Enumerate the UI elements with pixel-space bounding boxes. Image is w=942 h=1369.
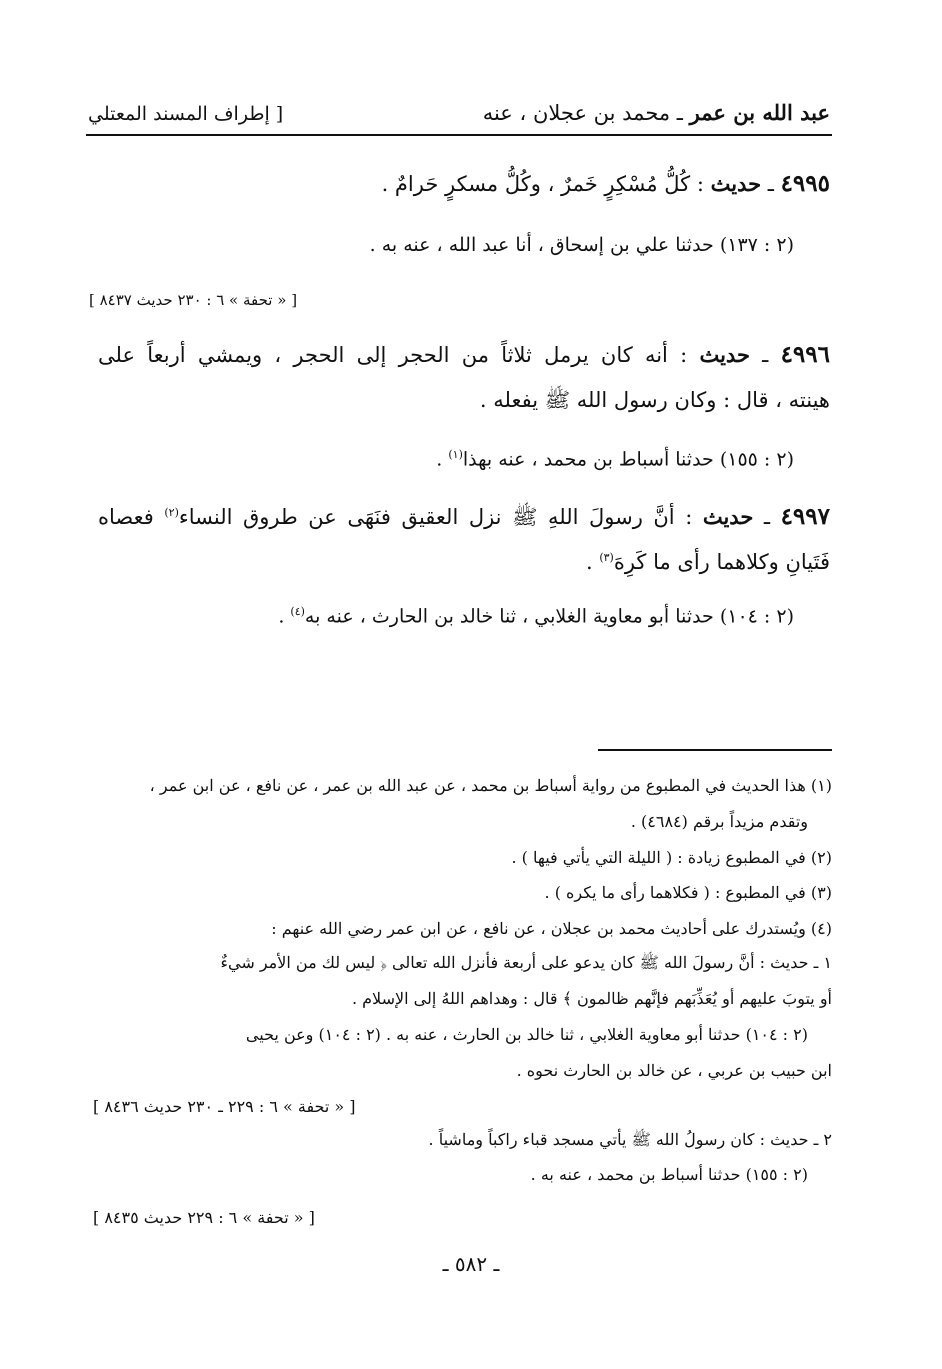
footnote-1-line-2: وتقدم مزيداً برقم (٤٦٨٤) . <box>630 812 808 831</box>
isnad-end: . <box>436 448 449 471</box>
footnote-marker[interactable]: (٣) <box>599 551 614 564</box>
hadith-4996-line-1: ٤٩٩٦ ـ حديث : أنه كان يرمل ثلاثاً من الحجر إلى الحجر ، ويمشي أربعاً على <box>98 341 830 368</box>
hadith-4997-line-2 <box>586 550 830 575</box>
running-header-left: [ إطراف المسند المعتلي <box>88 103 284 125</box>
hadith-4997-line-1: ٤٩٩٧ ـ حديث : أنَّ رسولَ اللهِ ﷺ نزل العقيق فنَهَى عن طروق النساء$^{(٢)}$ فعصاه <box>98 503 830 530</box>
header-rule <box>86 134 832 136</box>
hadith-4995-text: ٤٩٩٥ ـ حديث : كُلُّ مُسْكِرٍ خَمرٌ ، وكُلُّ مسكرٍ حَرامٌ . <box>381 170 830 197</box>
page-number: ـ ٥٨٢ ـ <box>442 1252 500 1276</box>
hadith-keyword: حديث <box>699 342 750 367</box>
running-header-right <box>483 100 830 125</box>
footnote-2: (٢) في المطبوع زيادة : ( الليلة التي يأتي فيها ) . <box>511 848 832 867</box>
header-narrator-chain: ـ محمد بن عجلان ، عنه <box>482 101 690 125</box>
hadith-keyword: حديث <box>710 171 762 196</box>
footnote-1-line-1: (١) هذا الحديث في المطبوع من رواية أسباط بن محمد ، عن عبد الله بن عمر ، عن نافع ، عن ابن عمر ، <box>149 776 832 795</box>
footnote-4-item-1-line-4: ابن حبيب بن عربي ، عن خالد بن الحارث نحوه . <box>516 1061 832 1080</box>
hadith-4996-isnad <box>436 448 794 471</box>
hadith-matn-cont: فعصاه <box>98 505 165 529</box>
isnad-text: (٢ : ١٠٤) حدثنا أبو معاوية الغلابي ، ثنا خالد بن الحارث ، عنه به <box>304 605 794 628</box>
matn-end: . <box>585 550 600 574</box>
hadith-number: ٤٩٩٧ <box>780 503 830 530</box>
footnote-4-item-1-line-2: أو يتوبَ عليهم أو يُعَذِّبَهم فإنَّهم ظالمون ﴾ قال : وهداهم اللهُ إلى الإسلام . <box>351 989 832 1008</box>
isnad-end: . <box>278 605 291 628</box>
footnote-4-item-1-line-3: (٢ : ١٠٤) حدثنا أبو معاوية الغلابي ، ثنا خالد بن الحارث ، عنه به . (٢ : ١٠٤) وعن يحيى <box>245 1025 808 1044</box>
footnote-marker[interactable]: (٤) <box>290 605 305 618</box>
footnote-4-item-2-line-2: (٢ : ١٥٥) حدثنا أسباط بن محمد ، عنه به . <box>530 1165 808 1184</box>
hadith-matn: : أنه كان يرمل ثلاثاً من الحجر إلى الحجر ، ويمشي أربعاً على <box>98 343 700 367</box>
hadith-4996-line-2: هينته ، قال : وكان رسول الله ﷺ يفعله . <box>479 388 830 412</box>
footnote-marker[interactable]: (١) <box>448 448 463 461</box>
tuhfa-ref-text: [ « تحفة » ٦ : ٢٣٠ حديث ٨٤٣٧ ] <box>89 291 298 309</box>
hadith-matn: : كُلُّ مُسْكِرٍ خَمرٌ ، وكُلُّ مسكرٍ حَرامٌ . <box>381 172 711 196</box>
footnote-4-item-1-line-1: ١ ـ حديث : أنَّ رسولَ الله ﷺ كان يدعو على أربعة فأنزل الله تعالى ﴿ ليس لك من الأمر شيءٌ <box>220 953 832 972</box>
footnote-4-item-2-line-1: ٢ ـ حديث : كان رسولُ الله ﷺ يأتي مسجد قباء راكباً وماشياً . <box>428 1130 832 1149</box>
hadith-number: ٤٩٩٦ <box>780 341 830 368</box>
hadith-matn: فَتَيانِ وكلاهما رأى ما كَرِهَ <box>613 550 830 574</box>
hadith-4995-isnad: (٢ : ١٣٧) حدثنا علي بن إسحاق ، أنا عبد الله ، عنه به . <box>369 234 794 256</box>
isnad-text: (٢ : ١٥٥) حدثنا أسباط بن محمد ، عنه بهذا <box>462 448 794 471</box>
hadith-matn: : أنَّ رسولَ اللهِ ﷺ نزل العقيق فنَهَى عن طروق النساء <box>178 505 703 529</box>
footnote-4-item-1-tuhfa-ref: [ « تحفة » ٦ : ٢٢٩ ـ ٢٣٠ حديث ٨٤٣٦ ] <box>93 1097 356 1116</box>
footnote-marker[interactable]: (٢) <box>164 506 179 519</box>
footnote-separator <box>598 749 832 751</box>
hadith-number: ٤٩٩٥ <box>780 170 830 197</box>
footnote-3: (٣) في المطبوع : ( فكلاهما رأى ما يكره ) . <box>544 883 832 902</box>
hadith-4997-isnad <box>278 605 794 628</box>
hadith-keyword: حديث <box>702 504 754 529</box>
hadith-4995-tuhfa-ref <box>89 291 297 309</box>
footnote-4-item-2-tuhfa-ref: [ « تحفة » ٦ : ٢٢٩ حديث ٨٤٣٥ ] <box>93 1208 315 1227</box>
header-author: عبد الله بن عمر <box>689 100 830 125</box>
footnote-4: (٤) ويُستدرك على أحاديث محمد بن عجلان ، عن نافع ، عن ابن عمر رضي الله عنهم : <box>271 919 832 938</box>
